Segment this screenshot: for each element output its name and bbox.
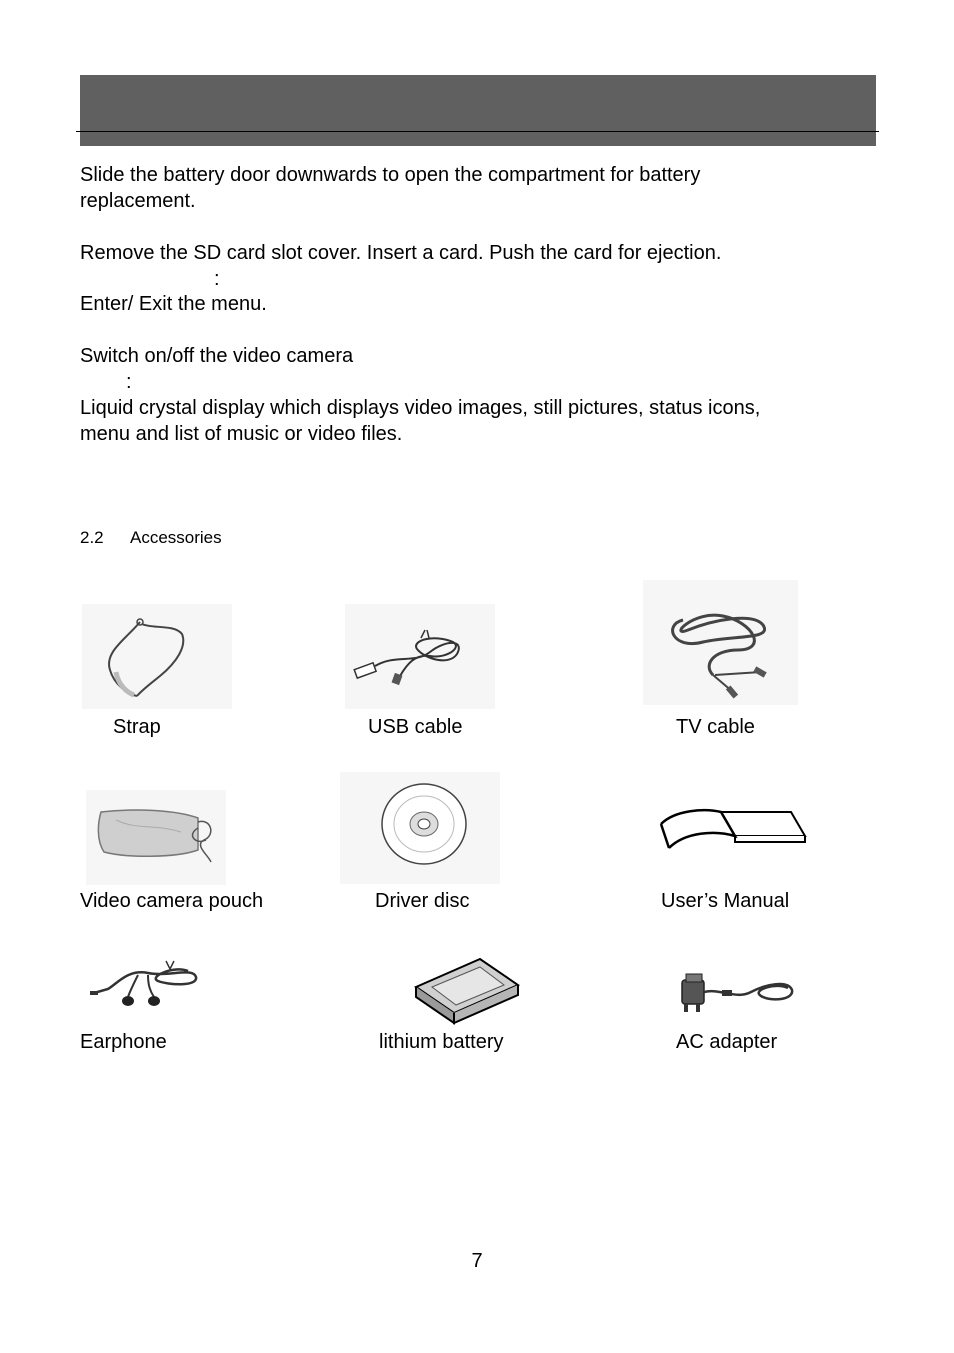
lcd-text-cont: menu and list of music or video files.	[80, 423, 403, 445]
accessory-label-ac-adapter: AC adapter	[676, 1031, 778, 1053]
pouch-icon	[86, 790, 226, 885]
strap-icon	[82, 604, 232, 709]
ac-adapter-icon	[676, 966, 801, 1016]
page-number: 7	[471, 1250, 483, 1272]
manual-icon	[655, 802, 810, 854]
accessory-label-battery: lithium battery	[379, 1031, 504, 1053]
tv-cable-icon	[643, 580, 798, 705]
usb-cable-icon	[345, 604, 495, 709]
lcd-text: Liquid crystal display which displays video images, still pictures, status icons,	[80, 397, 761, 419]
accessory-label-strap: Strap	[113, 716, 161, 738]
disc-icon	[340, 772, 500, 884]
section-heading	[80, 526, 222, 550]
accessory-label-pouch: Video camera pouch	[80, 890, 264, 912]
accessory-label-tv-cable: TV cable	[676, 716, 755, 738]
lcd-colon: :	[126, 371, 132, 393]
power-text: Switch on/off the video camera	[80, 345, 354, 367]
section-title: Accessories	[130, 528, 222, 547]
header-rule	[76, 131, 879, 132]
menu-text: Enter/ Exit the menu.	[80, 293, 267, 315]
accessory-label-earphone: Earphone	[80, 1031, 167, 1053]
battery-door-text-cont: replacement.	[80, 190, 196, 212]
sd-slot-text: Remove the SD card slot cover. Insert a card. Push the card for ejection.	[80, 242, 722, 264]
accessory-label-usb-cable: USB cable	[368, 716, 463, 738]
accessory-label-driver-disc: Driver disc	[375, 890, 470, 912]
section-number: 2.2	[80, 528, 104, 547]
header-bar	[80, 75, 876, 146]
menu-colon: :	[214, 268, 220, 290]
battery-door-text: Slide the battery door downwards to open the compartment for battery	[80, 164, 701, 186]
battery-icon	[410, 955, 522, 1027]
earphone-icon	[88, 955, 203, 1015]
accessory-label-manual: User’s Manual	[661, 890, 790, 912]
